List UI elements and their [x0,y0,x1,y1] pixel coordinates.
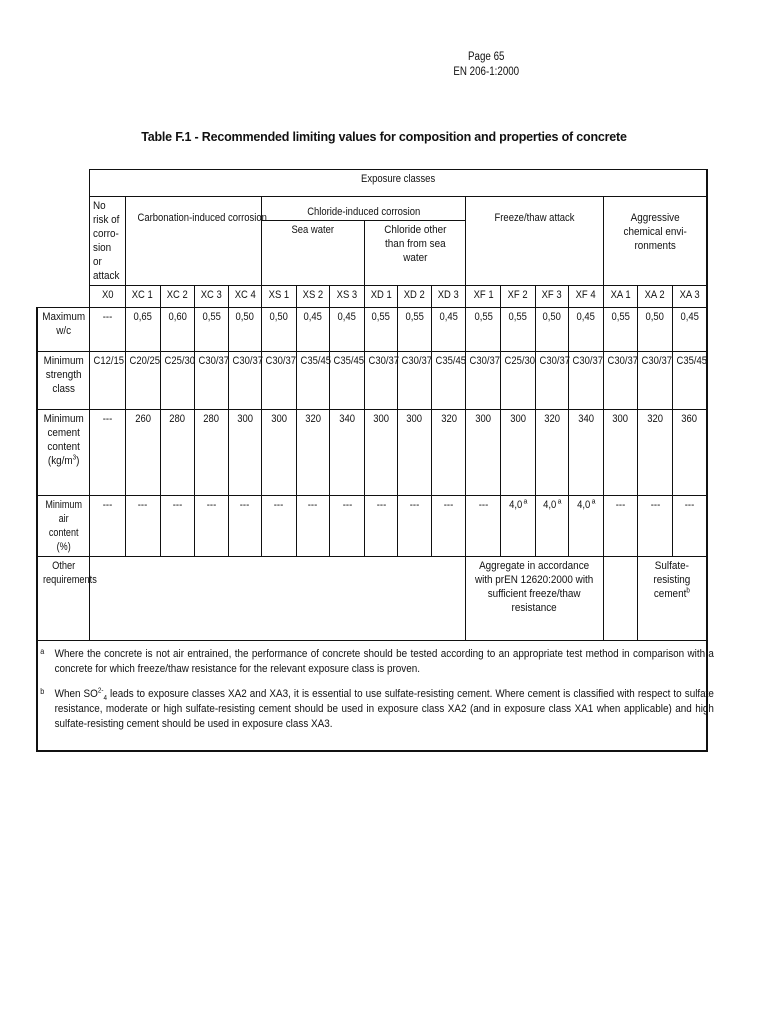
air-value-cell: --- [125,496,160,557]
group-chloride-other: Chloride other than from sea water [364,221,466,286]
cement-value-cell: 260 [125,410,160,496]
cement-value-cell: 340 [569,410,604,496]
air-value-cell: --- [195,496,229,557]
strength-value-cell: C12/15 [90,352,126,410]
wc-value-cell: 0,50 [535,308,569,352]
cement-value-cell: 360 [672,410,707,496]
group-chemical: Aggressive chemical envi-ronments [603,197,707,286]
strength-value-cell: C30/37 [398,352,432,410]
cement-value-cell: 280 [160,410,195,496]
cement-value-cell: 300 [228,410,262,496]
wc-value-cell: 0,55 [195,308,229,352]
group-chloride: Chloride-induced corrosion [262,197,466,221]
strength-value-cell: C20/25 [125,352,160,410]
strength-value-cell: C35/45 [431,352,466,410]
wc-value-cell: 0,45 [431,308,466,352]
wc-value-cell: --- [90,308,126,352]
footnote-marker: a [591,498,596,506]
cement-unit: $(kg/m^3)$ [47,454,80,467]
cement-value-cell: 300 [262,410,297,496]
strength-value-cell: C30/37 [228,352,262,410]
class-code-cell: XS 3 [330,286,365,308]
row-label-wc: Maximum w/c [37,308,90,352]
strength-value-cell: C35/45 [672,352,707,410]
class-code-cell: XD 3 [431,286,466,308]
class-code-cell: XC 1 [125,286,160,308]
class-code-cell: XS 1 [262,286,297,308]
class-code-cell: XA 3 [672,286,707,308]
strength-value-cell: C30/37 [603,352,638,410]
strength-value-cell: C25/30 [160,352,195,410]
footnotes [37,641,714,752]
cement-value-cell: 300 [398,410,432,496]
wc-value-cell: 0,45 [296,308,330,352]
air-value-cell: --- [638,496,673,557]
group-carbonation: Carbonation-induced corrosion [125,197,261,286]
cement-value-cell: 320 [638,410,673,496]
wc-value-cell: 0,50 [262,308,297,352]
wc-value-cell: 0,45 [569,308,604,352]
cement-value-cell: --- [90,410,126,496]
cement-value-cell: 280 [195,410,229,496]
cement-value-cell: 300 [466,410,501,496]
exposure-classes-header: Exposure classes [90,170,707,197]
wc-value-cell: 0,55 [398,308,432,352]
air-value-cell: --- [330,496,365,557]
wc-value-cell: 0,50 [228,308,262,352]
group-no-risk: No risk of corro-sion or attack [90,197,126,286]
class-code-cell: XD 2 [398,286,432,308]
air-value-cell: 4,0$^a$ [501,496,536,557]
air-value-cell: --- [364,496,398,557]
row-min-air [37,496,707,557]
cement-value-cell: 320 [431,410,466,496]
sulfate-requirement: Sulfate-resisting cement$^b$ [638,557,707,641]
air-value-cell: --- [672,496,707,557]
class-code-cell: XF 3 [535,286,569,308]
wc-value-cell: 0,60 [160,308,195,352]
strength-value-cell: C30/37 [569,352,604,410]
wc-value-cell: 0,55 [466,308,501,352]
wc-value-cell: 0,55 [364,308,398,352]
cement-value-cell: 320 [535,410,569,496]
class-code-cell: XF 1 [466,286,501,308]
cement-value-cell: 300 [501,410,536,496]
class-codes-row [37,286,707,308]
group-sea-water: Sea water [262,221,365,286]
strength-value-cell: C30/37 [535,352,569,410]
strength-value-cell: C30/37 [364,352,398,410]
class-code-cell: XF 2 [501,286,536,308]
air-value-cell: --- [398,496,432,557]
row-label-other: Other requirements [37,557,90,641]
footnote-marker: a [523,498,528,506]
wc-value-cell: 0,65 [125,308,160,352]
class-code-cell: XS 2 [296,286,330,308]
air-value-cell: --- [228,496,262,557]
exposure-table [36,169,714,752]
footnote-a: a Where the concrete is not air entrained, the performance of concrete should be tested according to an appropriate test method in comparison with a concrete for which freeze/thaw resistance for the relevant exposure class is proven. [40,647,714,675]
class-code-cell: XA 1 [603,286,638,308]
class-code-cell: XC 3 [195,286,229,308]
class-code-cell: XD 1 [364,286,398,308]
row-other [37,557,707,641]
strength-value-cell: C30/37 [262,352,297,410]
class-code-cell: XF 4 [569,286,604,308]
group-freeze-thaw: Freeze/thaw attack [466,197,603,286]
class-code-cell: XC 4 [228,286,262,308]
footnote-b: b When $SO^{2-}_4$ leads to exposure classes XA2 and XA3, it is essential to use sulfate-resisting cement. Where cement is classified with respect to sulfate resistance, moderate or high sulfate-resisting cement should be used in exposure class XA2 (and in exposure class XA1 when applicable) and high sulfate-resisting cement should be used in exposure class XA3. [40,687,714,730]
wc-value-cell: 0,45 [330,308,365,352]
row-label-air: Minimum air content (%) [37,496,90,557]
air-value-cell: --- [90,496,126,557]
standard-id: EN 206-1:2000 [453,66,520,78]
strength-value-cell: C35/45 [296,352,330,410]
strength-value-cell: C30/37 [638,352,673,410]
air-value-cell: --- [431,496,466,557]
cement-value-cell: 300 [603,410,638,496]
strength-value-cell: C30/37 [195,352,229,410]
air-value-cell: --- [262,496,297,557]
cement-value-cell: 300 [364,410,398,496]
class-code-cell: XA 2 [638,286,673,308]
air-value-cell: 4,0$^a$ [569,496,604,557]
wc-value-cell: 0,50 [638,308,673,352]
class-code-cell: XC 2 [160,286,195,308]
row-label-cement: Minimum cement content $(kg/m^3)$ [37,410,90,496]
strength-value-cell: C25/30 [501,352,536,410]
class-code-cell: X0 [90,286,126,308]
air-value-cell: --- [296,496,330,557]
row-min-strength [37,352,707,410]
air-value-cell: 4,0$^a$ [535,496,569,557]
footnote-marker: a [557,498,562,506]
page-header [448,50,525,80]
page-number: Page 65 [468,51,505,63]
wc-value-cell: 0,55 [501,308,536,352]
air-value-cell: --- [466,496,501,557]
air-value-cell: --- [160,496,195,557]
wc-value-cell: 0,55 [603,308,638,352]
air-value-cell: --- [603,496,638,557]
freeze-requirement: Aggregate in accordance with prEN 12620:2000 with sufficient freeze/thaw resistance [466,557,603,641]
strength-value-cell: C35/45 [330,352,365,410]
table-title: Table F.1 - Recommended limiting values for composition and properties of concrete [141,130,627,144]
row-min-cement [37,410,707,496]
cement-value-cell: 320 [296,410,330,496]
wc-value-cell: 0,45 [672,308,707,352]
row-label-strength: Minimum strength class [37,352,90,410]
strength-value-cell: C30/37 [466,352,501,410]
row-max-wc [37,308,707,352]
cement-value-cell: 340 [330,410,365,496]
